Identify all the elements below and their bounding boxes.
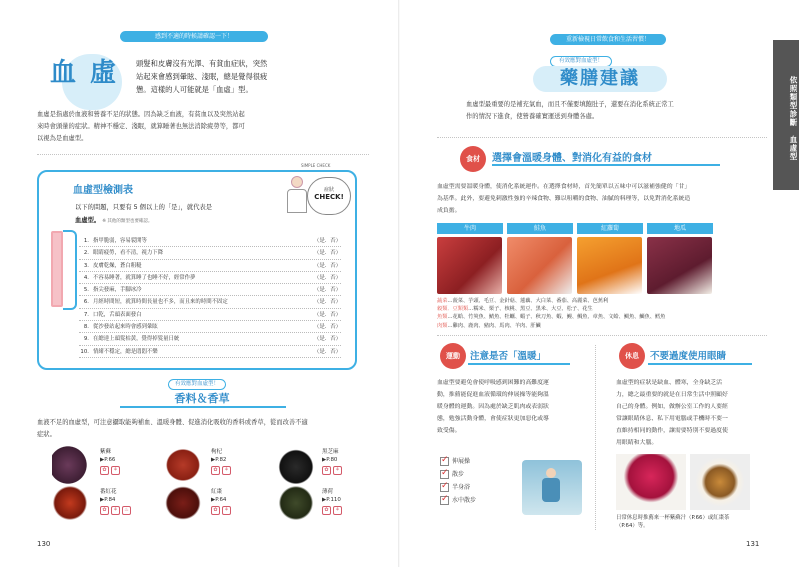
description-line: 以視為是血虛型。 [37, 135, 88, 142]
row-number: 1. [83, 238, 89, 244]
check-item[interactable] [440, 494, 476, 507]
description-line: 來時會頭暈的症狀。精神不穩定、淺眠，就算睡著也無法消除疲勞等，都可 [37, 123, 245, 130]
herb-page: ▶P.80 [322, 457, 338, 463]
row-question: 眼睛疲勞，看不清，視力下降 [93, 250, 164, 257]
row-question: 情緒不穩定，總是悶悶不樂 [93, 348, 158, 355]
intro-text [466, 99, 766, 123]
rest-line: 力，總之最重要的就是在日常生活中照顧好 [616, 392, 728, 398]
divider [437, 137, 767, 138]
icon-badge: ⚘ [111, 506, 120, 515]
bubble-label: 症狀 [323, 187, 334, 193]
intro-line: 血虛型最重要的是補充氣血，而且不僅要填飽肚子，還要在消化系統正常工 [466, 101, 674, 108]
check-row [79, 260, 341, 272]
checkbox[interactable] [440, 470, 449, 479]
list-text: …菠菜、芋頭、毛豆、金針菇、蓮藕、大白菜、番茄、高麗菜、芭蕉利 [447, 298, 609, 304]
herb-name: 薄荷 [322, 489, 334, 495]
check-label: 伸展操 [452, 458, 471, 465]
right-page [400, 0, 799, 567]
side-tab[interactable]: 依照類型診斷 血虛型 [773, 40, 799, 190]
food-label-beef: 牛肉 [437, 223, 503, 234]
icon-badge: ⚘ [333, 466, 342, 475]
herb-photo-jujube [163, 484, 203, 522]
food-heading: 選擇會溫暖身體、對消化有益的食材 [492, 153, 652, 164]
herbs-pill: 有效應對血虛型！ [168, 379, 226, 390]
row-number: 9. [83, 336, 89, 343]
food-underline [492, 164, 720, 166]
photo-caption [616, 514, 776, 530]
exercise-line: 暖身體的運動。因為處於缺乏肌肉或表弱狀 [437, 404, 549, 410]
herb-photo-sesame [276, 446, 316, 484]
check-row [79, 309, 341, 321]
icon-badge: ⚘ [222, 506, 231, 515]
food-photo-beef [437, 237, 502, 294]
exercise-underline [468, 363, 570, 365]
herb-info-saffron [100, 488, 131, 515]
herbs-text [37, 417, 369, 441]
food-text [437, 181, 767, 217]
check-row [79, 247, 341, 259]
row-answer[interactable]: （是．否） [314, 274, 341, 281]
rest-badge: 休息 [619, 343, 645, 369]
herb-page: ▶P.84 [100, 497, 116, 503]
food-text-line: 為基準。此外，要避免刺激性強的辛辣食物、難以咀嚼的食物、油膩的料理等，以免對消化系統造 [437, 196, 691, 202]
herbs-text-line: 血液不足的血虛型，可注意攝取能夠補血、溫暖身體、促進消化吸收的香料或香草，從而改善不適 [37, 419, 308, 426]
herb-photo-goji [163, 446, 203, 484]
check-table [37, 163, 357, 370]
rest-line: 自己的身體。例如，做辦公室工作的人要經 [616, 404, 728, 410]
page-number: 131 [746, 540, 760, 548]
left-page [0, 0, 399, 567]
exercise-heading: 注意是否「溫暖」 [470, 351, 547, 362]
food-label-salmon: 鮭魚 [507, 223, 573, 234]
food-photo-carrot [577, 237, 642, 294]
pink-bookmark [51, 231, 63, 307]
exercise-line: 致受傷。 [437, 428, 461, 434]
shiso-juice-photo [616, 454, 686, 510]
food-badge: 食材 [460, 146, 486, 172]
description-line: 血虛是指處於血液和營養不足的狀態。因為缺乏血液，有貧血以及突然站起 [37, 111, 245, 118]
list-head: 魚類 [437, 314, 448, 321]
icon-badge: ⚘ [222, 466, 231, 475]
check-instructions [75, 202, 305, 224]
icon-badge: ♨ [122, 506, 131, 515]
row-number: 2. [83, 250, 89, 257]
row-answer[interactable]: （是．否） [314, 287, 341, 294]
herb-info-goji [211, 448, 231, 475]
row-question: 指尖發麻，手腳冰冷 [93, 287, 142, 294]
food-label-sweet-potato: 地瓜 [647, 223, 713, 234]
icon-badge: ✿ [322, 506, 331, 515]
herb-photo-shiso [52, 446, 92, 484]
description [37, 109, 367, 145]
icon-badge: ⚘ [111, 466, 120, 475]
bubble-check: CHECK! [314, 193, 344, 201]
intro-line: 頭髮和皮膚沒有光澤、有貧血症狀，突然 [136, 59, 268, 68]
page-title: 血虛 [50, 58, 131, 88]
herb-info-jujube [211, 488, 231, 515]
row-number: 7. [83, 311, 89, 318]
exercise-illustration [522, 460, 582, 515]
herb-page: ▶P.64 [211, 497, 227, 503]
row-question: 指甲脆弱，容易裂開等 [93, 238, 147, 244]
check-row [79, 235, 341, 247]
rest-line: 用眼睛和大腦。 [616, 440, 658, 446]
row-answer[interactable]: （是．否） [314, 324, 341, 331]
food-lists [437, 297, 767, 330]
row-question: 口乾，舌頭表面發白 [93, 311, 142, 318]
check-row [79, 296, 341, 308]
check-rows [79, 235, 341, 358]
row-answer[interactable]: （是．否） [314, 311, 341, 318]
rest-line: 直維持相同的動作，讓需要特別不要過度使 [616, 428, 728, 434]
list-head: 穀類．豆類類 [437, 306, 469, 313]
row-answer[interactable]: （是．否） [314, 238, 341, 244]
herb-info-shiso [100, 448, 120, 475]
row-question: 月經時間短，就算時間長量也不多，而且來的時間不固定 [93, 299, 228, 306]
caption-line: 日常休息時推薦來一杯紫蘇汁（P.66）或紅棗茶 [616, 515, 730, 521]
row-number: 8. [83, 324, 89, 331]
herb-name: 紅棗 [211, 489, 223, 495]
list-text: …花蛤、竹筴魚、鯖魚、牡蠣、蝦子、秋刀魚、蝦、鰻、鯛魚、章魚、文蛤、鯛魚、鰤魚、鱈魚 [447, 314, 666, 321]
list-text: …糯米、栗子、核桃、黑豆、黑米、大豆、松子、花生 [468, 306, 593, 313]
row-number: 4. [83, 274, 89, 281]
divider [437, 335, 767, 336]
food-text-line: 血虛型需要溫暖身體，使消化系統運作。在選擇食材時，首先簡單以五味中可以滋補強健的「甘」 [437, 184, 691, 190]
rest-line: 血虛型的症狀是缺血、體寒，全身缺乏活 [616, 380, 723, 386]
rest-heading: 不要過度使用眼睛 [650, 351, 727, 362]
check-row [79, 272, 341, 284]
herbs-title: 香料＆香草 [174, 392, 230, 405]
icon-badge: ✿ [100, 466, 109, 475]
jujube-tea-photo [690, 454, 750, 510]
intro-line: 憊。這樣的人可能就是「血虛」型。 [136, 85, 253, 94]
column-divider [595, 345, 596, 530]
page-number: 130 [37, 540, 51, 548]
rest-underline [648, 363, 752, 365]
check-label: 散步 [452, 471, 465, 478]
icon-badge: ✿ [100, 506, 109, 515]
herb-photo-saffron [50, 484, 90, 522]
bubble-caption: SIMPLE CHECK [301, 163, 331, 168]
herb-page: ▶P.66 [100, 457, 116, 463]
icon-badge: ✿ [322, 466, 331, 475]
instruction-line: 以下的問題，只要有 5 個以上的「是」，就代表是 [75, 204, 213, 211]
checkbox[interactable] [440, 483, 449, 492]
herb-info-mint [322, 488, 342, 515]
checkbox[interactable] [440, 496, 449, 505]
check-row [79, 333, 341, 345]
herb-name: 番紅花 [100, 489, 117, 495]
icon-badge: ⚘ [333, 506, 342, 515]
instruction-note: ※ 其他的類型也要確認。 [102, 219, 153, 224]
herb-name: 紫蘇 [100, 449, 112, 455]
check-title: 血虛型檢測表 [73, 185, 133, 196]
icon-badge: ✿ [211, 506, 220, 515]
list-head: 肉類 [437, 322, 448, 329]
row-answer[interactable]: （是．否） [314, 299, 341, 306]
exercise-checklist [440, 455, 476, 507]
herbs-underline [120, 406, 286, 408]
herb-photo-mint [276, 484, 316, 522]
icon-badge: ✿ [211, 466, 220, 475]
list-head: 蔬菜 [437, 298, 448, 304]
doctor-illustration [285, 176, 309, 216]
check-label: 半身浴 [452, 484, 471, 491]
page-title: 藥膳建議 [560, 68, 640, 89]
exercise-line: 動，推薦能促進血液循環的伸展操等能夠溫 [437, 392, 549, 398]
herb-page: ▶P.110 [322, 497, 341, 503]
row-answer[interactable]: （是．否） [314, 250, 341, 257]
exercise-badge: 運動 [440, 343, 466, 369]
row-number: 10. [80, 348, 89, 355]
row-question: 從沙發站起來時會感到暈眩 [93, 324, 158, 331]
row-question: 皮膚乾燥，蒼白粗糙 [93, 262, 142, 269]
food-photo-sweet-potato [647, 237, 712, 294]
list-text: …雞肉、鹿肉、豬肉、馬肉、羊肉、肝臟 [447, 322, 541, 329]
section-pill: 感到不適的時候請確認一下！ [120, 31, 268, 42]
row-answer[interactable]: （是．否） [314, 262, 341, 269]
exercise-text [437, 377, 587, 437]
herb-name: 黑芝麻 [322, 449, 339, 455]
exercise-line: 血虛型要避免會使呼吸感到困難的高難度運 [437, 380, 549, 386]
check-row [79, 346, 341, 358]
herb-info-sesame [322, 448, 342, 475]
title-block [48, 54, 131, 116]
herbs-text-line: 症狀。 [37, 431, 56, 438]
row-number: 6. [83, 299, 89, 306]
intro-line: 站起來會感到暈眩、淺眠，總是覺得很疲 [136, 72, 268, 81]
bracket-decor [63, 230, 77, 310]
row-number: 5. [83, 287, 89, 294]
check-row [79, 284, 341, 296]
divider [37, 154, 369, 155]
row-answer[interactable]: （是．否） [314, 348, 341, 355]
check-row [79, 321, 341, 333]
rest-line: 常讓眼睛休息、私下用電腦或手機時不要一 [616, 416, 728, 422]
herb-name: 枸杞 [211, 449, 223, 455]
check-bubble [307, 177, 351, 215]
food-text-line: 成負擔。 [437, 208, 461, 214]
section-pill: 重新檢視日常飲食和生活習慣！ [550, 34, 666, 45]
food-label-carrot: 紅蘿蔔 [577, 223, 643, 234]
row-number: 3. [83, 262, 89, 269]
intro-line: 作的情況下進食，使營養確實運送到身體各處。 [466, 113, 599, 120]
check-label: 水中散步 [452, 497, 477, 504]
row-answer[interactable]: （是．否） [314, 336, 341, 343]
caption-line: （P.64）等。 [616, 523, 649, 529]
instruction-line: 血虛型。 [75, 217, 101, 224]
row-question: 在總達上頭髮枯黃，覺得掉髮量日統 [93, 336, 180, 343]
intro-text [136, 57, 376, 96]
rest-text [616, 377, 771, 449]
herb-page: ▶P.82 [211, 457, 227, 463]
row-question: 不容易睡著，就算睡了也睡不好，經常作夢 [93, 274, 196, 281]
food-photo-salmon [507, 237, 572, 294]
exercise-line: 態，勉強活動身體，會使症狀更加惡化或導 [437, 416, 549, 422]
checkbox[interactable] [440, 457, 449, 466]
small-pill: 有效應對血虛型！ [550, 56, 612, 67]
